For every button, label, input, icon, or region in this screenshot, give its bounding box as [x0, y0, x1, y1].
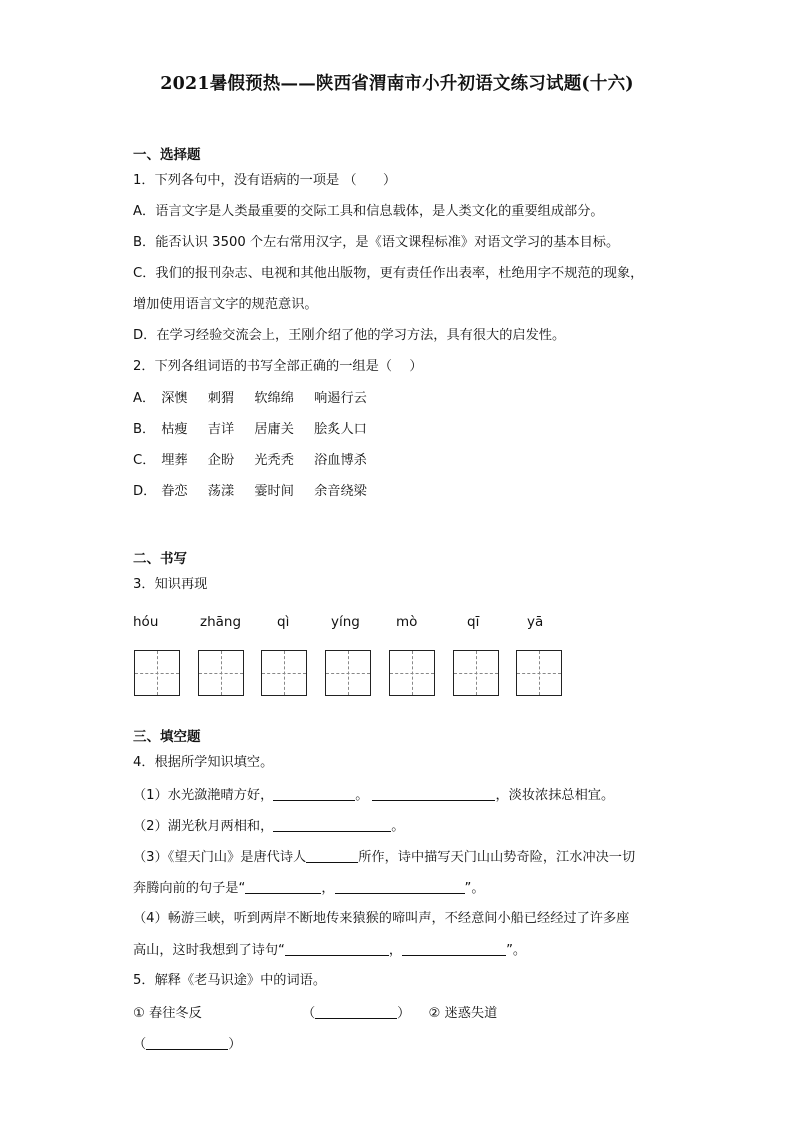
poem-text: 所作，诗中描写天门山山势奇险，江水冲决一切 — [358, 850, 636, 865]
paren-open: （ — [301, 1006, 316, 1021]
pinyin-label: qì — [277, 614, 290, 630]
poem-text: （2）湖光秋月两相和， — [133, 819, 274, 834]
section-heading-fill-in: 三、填空题 — [133, 729, 201, 745]
poem-text: ，淡妆浓抹总相宜。 — [495, 788, 615, 803]
poem-text: ”。 — [464, 881, 485, 896]
answer-blank[interactable] — [273, 817, 391, 832]
question-5-row-2 — [133, 1035, 241, 1054]
question-2-option-a — [133, 390, 383, 408]
option-word: 荡漾 — [207, 484, 235, 499]
option-word: 霎时间 — [254, 484, 294, 499]
question-2-option-c — [133, 452, 383, 470]
option-word: 企盼 — [207, 453, 235, 468]
question-1-option-a: A．语言文字是人类最重要的交际工具和信息载体，是人类文化的重要组成部分。 — [133, 204, 604, 219]
question-5-row — [133, 1004, 497, 1023]
option-word: 吉详 — [207, 422, 235, 437]
paren-close: ） — [228, 1037, 242, 1052]
page-title: 2021暑假预热——陕西省渭南市小升初语文练习试题(十六) — [160, 74, 634, 94]
paren-open: （ — [133, 1037, 147, 1052]
vocab-item-2: ② 迷惑失道 — [428, 1006, 498, 1021]
question-1-option-c-continued: 增加使用语言文字的规范意识。 — [133, 297, 318, 312]
option-letter: D． — [133, 484, 157, 499]
writing-grid-box[interactable] — [389, 650, 435, 696]
answer-blank[interactable] — [285, 941, 389, 956]
option-word: 余音绕梁 — [314, 484, 367, 499]
writing-grid-box[interactable] — [453, 650, 499, 696]
writing-grid-box[interactable] — [134, 650, 180, 696]
answer-blank[interactable] — [245, 879, 321, 894]
pinyin-label: yā — [527, 614, 544, 630]
poem-text: 。 — [355, 788, 369, 803]
writing-grid-box[interactable] — [198, 650, 244, 696]
option-word: 刺猬 — [207, 391, 235, 406]
question-4-stem: 4．根据所学知识填空。 — [133, 755, 274, 770]
pinyin-row — [133, 614, 593, 634]
poem-text: 。 — [391, 819, 405, 834]
question-4-part-1 — [133, 786, 614, 805]
poem-text: ， — [321, 881, 335, 896]
question-4-part-3-continued — [133, 879, 485, 898]
question-5-stem: 5．解释《老马识途》中的词语。 — [133, 973, 327, 988]
section-heading-writing: 二、书写 — [133, 551, 187, 567]
answer-blank[interactable] — [315, 1004, 397, 1019]
poem-text: （3）《望天门山》是唐代诗人 — [133, 850, 307, 865]
answer-blank[interactable] — [273, 786, 355, 801]
paren-close: ） — [397, 1006, 411, 1021]
option-letter: C． — [133, 453, 156, 468]
answer-paren — [302, 1004, 410, 1023]
pinyin-label: hóu — [133, 614, 159, 630]
question-2-stem: 2．下列各组词语的书写全部正确的一组是（ ） — [133, 359, 423, 374]
option-letter: A． — [133, 391, 156, 406]
poem-text: ， — [388, 943, 403, 958]
vocab-item-1: ① 春往冬反 — [133, 1006, 202, 1021]
option-word: 眷恋 — [161, 484, 188, 499]
writing-grid-box[interactable] — [261, 650, 307, 696]
writing-grid-box[interactable] — [325, 650, 371, 696]
option-word: 深懊 — [161, 391, 188, 406]
pinyin-label: yíng — [331, 614, 360, 630]
answer-blank[interactable] — [146, 1035, 228, 1050]
answer-blank[interactable] — [372, 786, 495, 801]
poem-text: ”。 — [506, 943, 527, 958]
pinyin-label: qī — [467, 614, 480, 630]
option-word: 软绵绵 — [254, 391, 294, 406]
question-4-part-4-continued — [133, 941, 526, 960]
question-2-option-b — [133, 421, 383, 439]
question-2-option-d — [133, 483, 383, 501]
question-1-option-d: D．在学习经验交流会上，王刚介绍了他的学习方法，具有很大的启发性。 — [133, 328, 566, 343]
question-4-part-3 — [133, 848, 635, 867]
poem-text: 奔腾向前的句子是“ — [133, 881, 246, 896]
option-word: 光秃秃 — [254, 453, 294, 468]
answer-blank[interactable] — [402, 941, 506, 956]
poem-text: 高山，这时我想到了诗句“ — [133, 943, 285, 958]
answer-blank[interactable] — [306, 848, 358, 863]
question-1-option-c: C．我们的报刊杂志、电视和其他出版物，更有责任作出表率，杜绝用字不规范的现象， — [133, 266, 644, 281]
answer-blank[interactable] — [335, 879, 465, 894]
question-3-stem: 3．知识再现 — [133, 577, 208, 592]
question-4-part-2 — [133, 817, 404, 836]
writing-grid-box[interactable] — [516, 650, 562, 696]
option-word: 脍炙人口 — [314, 422, 367, 437]
option-word: 居庸关 — [254, 422, 294, 437]
option-letter: B． — [133, 422, 156, 437]
question-4-part-4: （4）畅游三峡，听到两岸不断地传来猿猴的啼叫声，不经意间小船已经经过了许多座 — [133, 911, 630, 926]
question-1-stem: 1．下列各句中，没有语病的一项是 （ ） — [133, 173, 397, 188]
section-heading-choice: 一、选择题 — [133, 147, 201, 163]
pinyin-label: mò — [396, 614, 418, 630]
poem-text: （1）水光潋滟晴方好， — [133, 788, 274, 803]
option-word: 埋葬 — [161, 453, 188, 468]
question-1-option-b: B．能否认识 3500 个左右常用汉字，是《语文课程标准》对语文学习的基本目标。 — [133, 235, 620, 250]
option-word: 浴血博杀 — [314, 453, 367, 468]
option-word: 响遏行云 — [314, 391, 367, 406]
option-word: 枯瘦 — [161, 422, 188, 437]
pinyin-label: zhāng — [200, 614, 242, 630]
